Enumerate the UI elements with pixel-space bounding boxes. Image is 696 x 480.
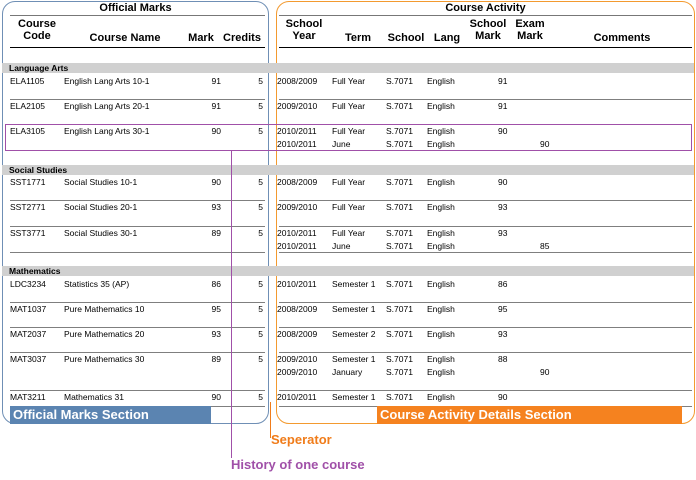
course-mark: 89 (211, 228, 221, 238)
header-comments: Comments (593, 32, 651, 44)
official-row-divider (10, 200, 265, 201)
header-term: Term (344, 32, 372, 44)
activity-school: S.7071 (386, 279, 413, 289)
course-name: Pure Mathematics 10 (64, 304, 145, 314)
activity-exam-mark: 90 (540, 139, 550, 149)
header-school-year: School Year (285, 18, 323, 42)
activity-exam-mark: 90 (540, 367, 550, 377)
course-name: Pure Mathematics 30 (64, 354, 145, 364)
header-course-name: Course Name (89, 32, 161, 44)
group-band-language-arts (2, 63, 694, 73)
activity-row-divider (279, 226, 692, 227)
activity-term: Semester 1 (332, 279, 376, 289)
activity-school-year: 2009/2010 (277, 101, 318, 111)
activity-school-mark: 93 (498, 202, 508, 212)
activity-lang: English (427, 367, 455, 377)
activity-school-year: 2010/2011 (277, 139, 317, 149)
activity-school-mark: 93 (498, 329, 508, 339)
activity-exam-mark: 85 (540, 241, 550, 251)
course-credits: 5 (258, 177, 263, 187)
activity-term: Full Year (332, 177, 366, 187)
header-course-code: Course Code (18, 18, 56, 42)
activity-lang: English (427, 139, 455, 149)
official-header-underline (10, 47, 265, 48)
activity-school: S.7071 (386, 202, 413, 212)
header-exam-mark: Exam Mark (515, 18, 545, 42)
activity-school-mark: 86 (498, 279, 508, 289)
header-credits: Credits (223, 32, 261, 44)
group-band-social-studies (2, 165, 694, 175)
activity-school: S.7071 (386, 126, 413, 136)
activity-school: S.7071 (386, 241, 413, 251)
course-credits: 5 (258, 126, 263, 136)
activity-lang: English (427, 101, 455, 111)
activity-school-mark: 91 (498, 76, 508, 86)
official-title-underline (10, 15, 265, 16)
course-credits: 5 (258, 304, 263, 314)
official-marks-title: Official Marks (99, 2, 172, 14)
course-credits: 5 (258, 76, 263, 86)
activity-school: S.7071 (386, 139, 413, 149)
course-mark: 90 (211, 392, 221, 402)
course-mark: 91 (211, 101, 221, 111)
activity-term: Semester 1 (332, 392, 376, 402)
course-name: English Lang Arts 20-1 (64, 101, 150, 111)
activity-row-divider (279, 352, 692, 353)
group-label-social-studies: Social Studies (9, 165, 68, 175)
course-activity-section-label: Course Activity Details Section (377, 406, 682, 424)
activity-school-year: 2009/2010 (277, 202, 318, 212)
activity-lang: English (427, 392, 455, 402)
course-code: ELA3105 (10, 126, 45, 136)
activity-school-year: 2010/2011 (277, 228, 317, 238)
course-code: MAT3211 (10, 392, 46, 402)
activity-row-divider (279, 390, 692, 391)
activity-lang: English (427, 304, 455, 314)
official-row-divider (10, 327, 265, 328)
history-highlight-box (5, 124, 692, 151)
activity-title-underline (279, 15, 692, 16)
activity-term: Full Year (332, 101, 366, 111)
activity-school: S.7071 (386, 304, 413, 314)
course-code: SST1771 (10, 177, 46, 187)
activity-term: Semester 1 (332, 354, 376, 364)
activity-row-divider (279, 252, 692, 253)
activity-lang: English (427, 76, 455, 86)
course-name: Mathematics 31 (64, 392, 124, 402)
course-code: SST3771 (10, 228, 46, 238)
course-code: MAT3037 (10, 354, 47, 364)
course-code: ELA1105 (10, 76, 45, 86)
activity-term: Semester 2 (332, 329, 376, 339)
course-name: Social Studies 10-1 (64, 177, 138, 187)
official-row-divider (10, 352, 265, 353)
official-row-divider (10, 302, 265, 303)
course-code: MAT1037 (10, 304, 47, 314)
activity-lang: English (427, 202, 455, 212)
official-row-divider (10, 390, 265, 391)
course-credits: 5 (258, 354, 263, 364)
course-mark: 90 (211, 177, 221, 187)
activity-lang: English (427, 241, 455, 251)
activity-school: S.7071 (386, 228, 413, 238)
activity-row-divider (279, 99, 692, 100)
activity-row-divider (279, 302, 692, 303)
activity-school-mark: 95 (498, 304, 508, 314)
course-mark: 90 (211, 126, 221, 136)
course-mark: 95 (211, 304, 221, 314)
header-school: School (387, 32, 425, 44)
course-name: Pure Mathematics 20 (64, 329, 145, 339)
activity-school: S.7071 (386, 392, 413, 402)
course-credits: 5 (258, 392, 263, 402)
activity-school-mark: 91 (498, 101, 508, 111)
course-mark: 89 (211, 354, 221, 364)
course-code: SST2771 (10, 202, 46, 212)
separator-annotation: Seperator (271, 432, 332, 447)
course-credits: 5 (258, 228, 263, 238)
activity-term: June (332, 139, 351, 149)
header-school-mark: School Mark (469, 18, 507, 42)
course-name: English Lang Arts 30-1 (64, 126, 150, 136)
activity-lang: English (427, 228, 455, 238)
activity-school-year: 2008/2009 (277, 76, 318, 86)
course-mark: 91 (211, 76, 221, 86)
activity-school: S.7071 (386, 329, 413, 339)
activity-lang: English (427, 354, 455, 364)
activity-school: S.7071 (386, 177, 413, 187)
activity-term: Semester 1 (332, 304, 376, 314)
activity-school-year: 2010/2011 (277, 279, 317, 289)
activity-header-underline (279, 47, 692, 48)
activity-row-divider (279, 327, 692, 328)
course-credits: 5 (258, 202, 263, 212)
activity-lang: English (427, 329, 455, 339)
official-row-divider (10, 99, 265, 100)
activity-school-year: 2010/2011 (277, 241, 317, 251)
header-lang: Lang (433, 32, 461, 44)
course-code: ELA2105 (10, 101, 45, 111)
activity-lang: English (427, 279, 455, 289)
course-name: Social Studies 30-1 (64, 228, 138, 238)
activity-lang: English (427, 126, 455, 136)
activity-school: S.7071 (386, 76, 413, 86)
activity-term: June (332, 241, 351, 251)
activity-school-year: 2010/2011 (277, 392, 317, 402)
course-code: LDC3234 (10, 279, 46, 289)
activity-term: Full Year (332, 126, 366, 136)
official-marks-section-label: Official Marks Section (10, 406, 211, 424)
activity-school-year: 2009/2010 (277, 354, 318, 364)
history-pointer-line (231, 151, 232, 458)
activity-term: January (332, 367, 363, 377)
official-row-divider (10, 252, 265, 253)
header-mark: Mark (188, 32, 214, 44)
course-credits: 5 (258, 101, 263, 111)
activity-lang: English (427, 177, 455, 187)
activity-school-mark: 90 (498, 126, 508, 136)
activity-term: Full Year (332, 228, 366, 238)
group-label-language-arts: Language Arts (9, 63, 69, 73)
course-credits: 5 (258, 329, 263, 339)
activity-term: Full Year (332, 76, 366, 86)
activity-school-year: 2008/2009 (277, 304, 318, 314)
activity-school: S.7071 (386, 354, 413, 364)
activity-school-year: 2008/2009 (277, 177, 318, 187)
official-row-divider (10, 226, 265, 227)
course-credits: 5 (258, 279, 263, 289)
activity-school-year: 2009/2010 (277, 367, 318, 377)
group-band-mathematics (2, 266, 694, 276)
activity-term: Full Year (332, 202, 366, 212)
activity-school-mark: 93 (498, 228, 508, 238)
course-name: English Lang Arts 10-1 (64, 76, 150, 86)
activity-school-year: 2008/2009 (277, 329, 318, 339)
group-label-mathematics: Mathematics (9, 266, 61, 276)
course-code: MAT2037 (10, 329, 47, 339)
activity-school-mark: 88 (498, 354, 508, 364)
course-name: Social Studies 20-1 (64, 202, 138, 212)
activity-school-mark: 90 (498, 392, 508, 402)
activity-school: S.7071 (386, 367, 413, 377)
activity-school: S.7071 (386, 101, 413, 111)
course-activity-title: Course Activity (445, 2, 526, 14)
course-mark: 86 (211, 279, 221, 289)
course-mark: 93 (211, 202, 221, 212)
activity-school-year: 2010/2011 (277, 126, 317, 136)
history-annotation: History of one course (231, 457, 365, 472)
activity-row-divider (279, 200, 692, 201)
activity-school-mark: 90 (498, 177, 508, 187)
course-mark: 93 (211, 329, 221, 339)
course-name: Statistics 35 (AP) (64, 279, 130, 289)
